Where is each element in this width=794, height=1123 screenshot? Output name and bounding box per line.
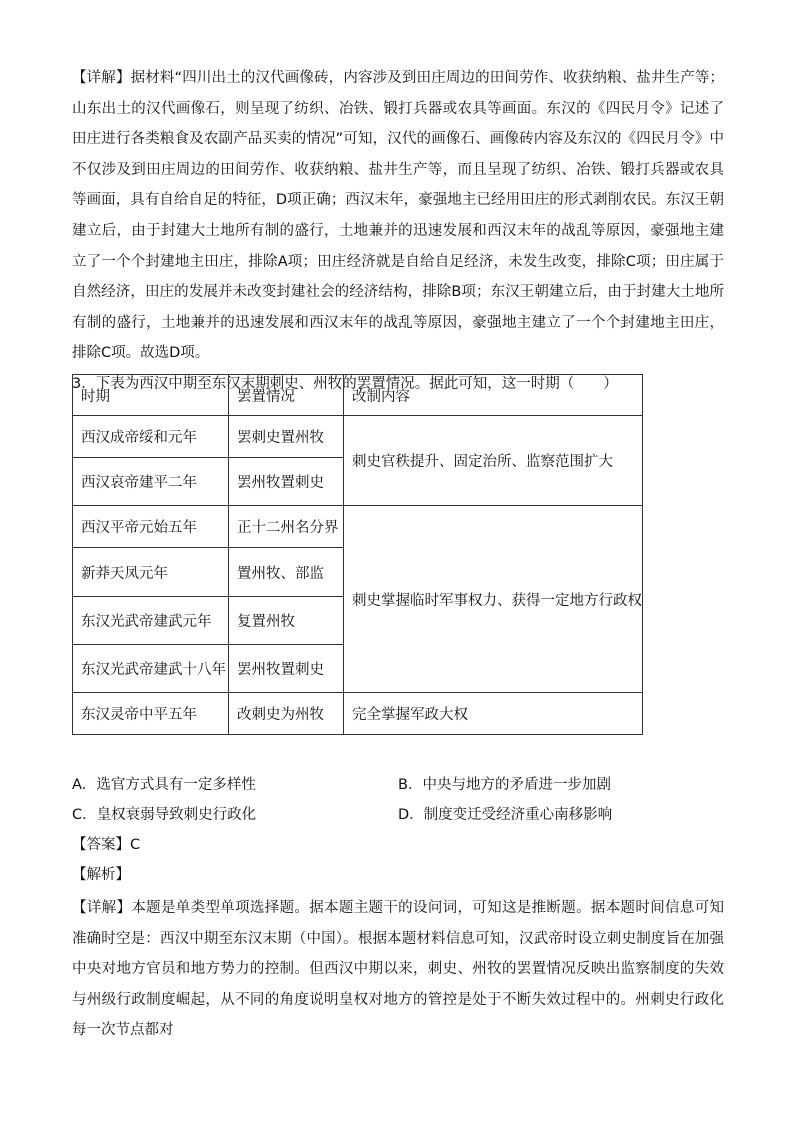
table-cell-period: 新莽天凤元年 xyxy=(73,548,229,597)
table-header-row xyxy=(73,375,643,416)
table-cell-status: 罢州牧置刺史 xyxy=(229,458,344,506)
analysis-heading: 【解析】 xyxy=(72,867,130,883)
detail-tag: 【详解】 xyxy=(72,70,131,86)
detail-section-2 xyxy=(72,893,724,1046)
table-cell-period: 西汉成帝绥和元年 xyxy=(73,416,229,458)
table-header-period: 时期 xyxy=(73,375,229,416)
detail-section-1 xyxy=(72,63,724,399)
option-c: C．皇权衰弱导致刺史行政化 xyxy=(72,807,257,823)
answer-options xyxy=(72,770,724,830)
answer-tag: 【答案】 xyxy=(72,837,130,853)
detail-text: 本题是单类型单项选择题。据本题主题干的设问词，可知这是推断题。据本题时间信息可知准确时空是：西汉中期至东汉末期（中国）。根据本题材料信息可知，汉武帝时设立刺史制度旨在加强中央对地方官员和地方势力的控制。但西汉中期以来，刺史、州牧的罢置情况反映出监察制度的失效与州级行政制度崛起，从不同的角度说明皇权对地方的管控是处于不断失效过程中的。州刺史行政化每一次节点都对 xyxy=(72,900,725,1039)
question-stem: 3．下表为西汉中期至东汉末期刺史、州牧的罢置情况。据此可知，这一时期（ ） xyxy=(72,375,618,392)
detail-paragraph-2 xyxy=(72,893,724,1046)
table-cell-status: 置州牧、部监 xyxy=(229,548,344,597)
detail-paragraph-1 xyxy=(72,63,724,369)
table-cell-period: 东汉灵帝中平五年 xyxy=(73,693,229,735)
table-header-reform: 改制内容 xyxy=(344,375,643,416)
detail-text: 据材料“四川出土的汉代画像砖，内容涉及到田庄周边的田间劳作、收获纳粮、盐井生产等；山东出土的汉代画像石，则呈现了纺织、冶铁、锻打兵器或农具等画面。东汉的《四民月令》记述了田庄进行各类粮食及农副产品买卖的情况”可知，汉代的画像石、画像砖内容及东汉的《四民月令》中不仅涉及到田庄周边的田间劳作、收获纳粮、盐井生产等，而且呈现了纺织、冶铁、锻打兵器或农具等画面，具有自给自足的特征，D项正确；西汉末年，豪强地主已经用田庄的形式剥削农民。东汉王朝建立后，由于封建大土地所有制的盛行，土地兼并的迅速发展和西汉末年的战乱等原因，豪强地主建立了一个个封建地主田庄，排除A项；田庄经济就是自给自足经济，未发生改变，排除C项；田庄属于自然经济，田庄的发展并未改变封建社会的经济结构，排除B项；东汉王朝建立后，由于封建大土地所有制的盛行，土地兼并的迅速发展和西汉末年的战乱等原因，豪强地主建立了一个个封建地主田庄，排除C项。故选D项。 xyxy=(72,70,724,362)
table-cell-period: 西汉平帝元始五年 xyxy=(73,506,229,548)
table-cell-status: 罢州牧置刺史 xyxy=(229,645,344,693)
option-b: B．中央与地方的矛盾进一步加剧 xyxy=(398,777,611,793)
table-cell-status: 正十二州名分界 xyxy=(229,506,344,548)
table-row xyxy=(73,693,643,735)
table-cell-status: 罢刺史置州牧 xyxy=(229,416,344,458)
appointment-table xyxy=(72,374,643,735)
options-row-1 xyxy=(72,770,724,800)
table-cell-reform: 刺史官秩提升、固定治所、监察范围扩大 xyxy=(344,416,643,506)
detail-tag: 【详解】 xyxy=(72,900,132,916)
table-cell-period: 东汉光武帝建武十八年 xyxy=(73,645,229,693)
answer-line xyxy=(72,830,724,860)
option-a: A．选官方式具有一定多样性 xyxy=(72,777,256,793)
table-row xyxy=(73,506,643,548)
option-d: D．制度变迁受经济重心南移影响 xyxy=(398,807,613,823)
table-row xyxy=(73,416,643,458)
table-cell-status: 复置州牧 xyxy=(229,597,344,645)
table-cell-period: 西汉哀帝建平二年 xyxy=(73,458,229,506)
table-cell-period: 东汉光武帝建武元年 xyxy=(73,597,229,645)
table-cell-status: 改刺史为州牧 xyxy=(229,693,344,735)
table-cell-reform: 完全掌握军政大权 xyxy=(344,693,643,735)
table-cell-reform: 刺史掌握临时军事权力、获得一定地方行政权 xyxy=(344,506,643,693)
options-row-2 xyxy=(72,800,724,830)
answer-value: C xyxy=(130,837,141,853)
table-header-status: 罢置情况 xyxy=(229,375,344,416)
answer-block xyxy=(72,830,724,890)
